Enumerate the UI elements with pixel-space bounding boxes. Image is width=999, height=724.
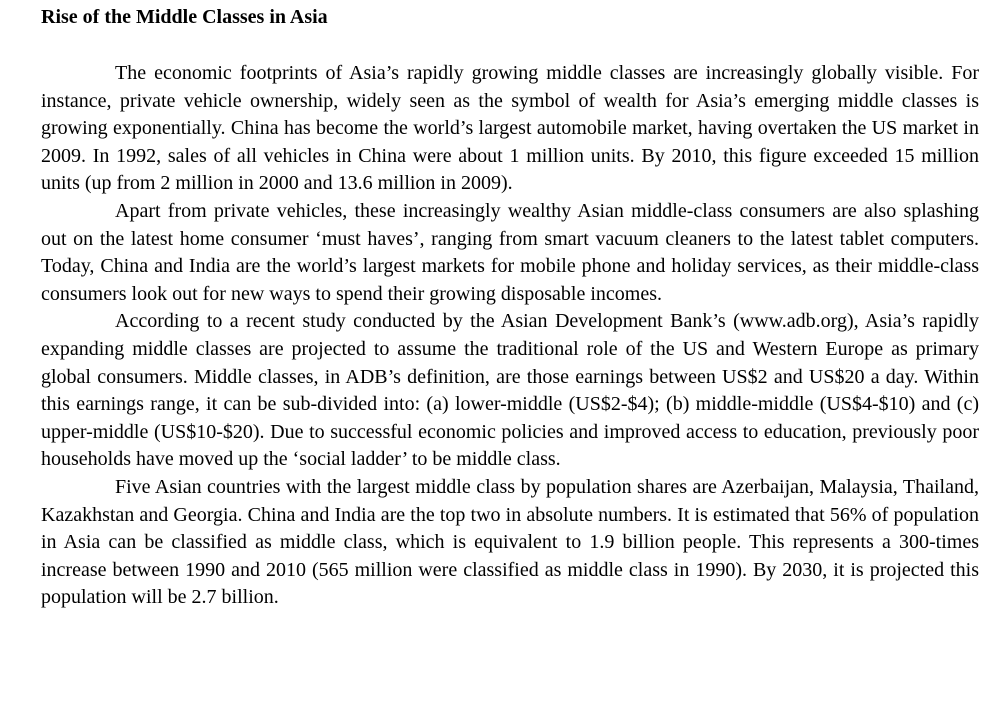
paragraph-consumer-goods: Apart from private vehicles, these increasingly wealthy Asian middle-class consumers are also splashing out on the latest home consumer ‘must haves’, ranging from smart vacuum cleaners to the latest tablet computers. Today, China and India are the world’s largest markets for mobile phone and holiday services, as their middle-class consumers look out for new ways to spend their growing disposable incomes. (41, 199, 979, 305)
paragraph-vehicle-ownership: The economic footprints of Asia’s rapidly growing middle classes are increasingly globally visible. For instance, private vehicle ownership, widely seen as the symbol of wealth for Asia’s emerging middle classes is growing exponentially. China has become the world’s largest automobile market, having overtaken the US market in 2009. In 1992, sales of all vehicles in China were about 1 million units. By 2010, this figure exceeded 15 million units (up from 2 million in 2000 and 13.6 million in 2009). (41, 62, 979, 195)
document-title: Rise of the Middle Classes in Asia (41, 6, 328, 28)
paragraph-adb-study: According to a recent study conducted by the Asian Development Bank’s (www.adb.org), Asia’s rapidly expanding middle classes are projected to assume the traditional role of the US and Western Europe as primary global consumers. Middle classes, in ADB’s definition, are those earnings between US$2 and US$20 a day. Within this earnings range, it can be sub-divided into: (a) lower-middle (US$2-$4); (b) middle-middle (US$4-$10) and (c) upper-middle (US$10-$20). Due to successful economic policies and improved access to education, previously poor households have moved up the ‘social ladder’ to be middle class. (41, 310, 979, 471)
paragraph-population-shares: Five Asian countries with the largest middle class by population shares are Azerbaijan, Malaysia, Thailand, Kazakhstan and Georgia. China and India are the top two in absolute numbers. It is estimated that 56% of population in Asia can be classified as middle class, which is equivalent to 1.9 billion people. This represents a 300-times increase between 1990 and 2010 (565 million were classified as middle class in 1990). By 2030, it is projected this population will be 2.7 billion. (41, 475, 979, 609)
document (41, 4, 979, 612)
